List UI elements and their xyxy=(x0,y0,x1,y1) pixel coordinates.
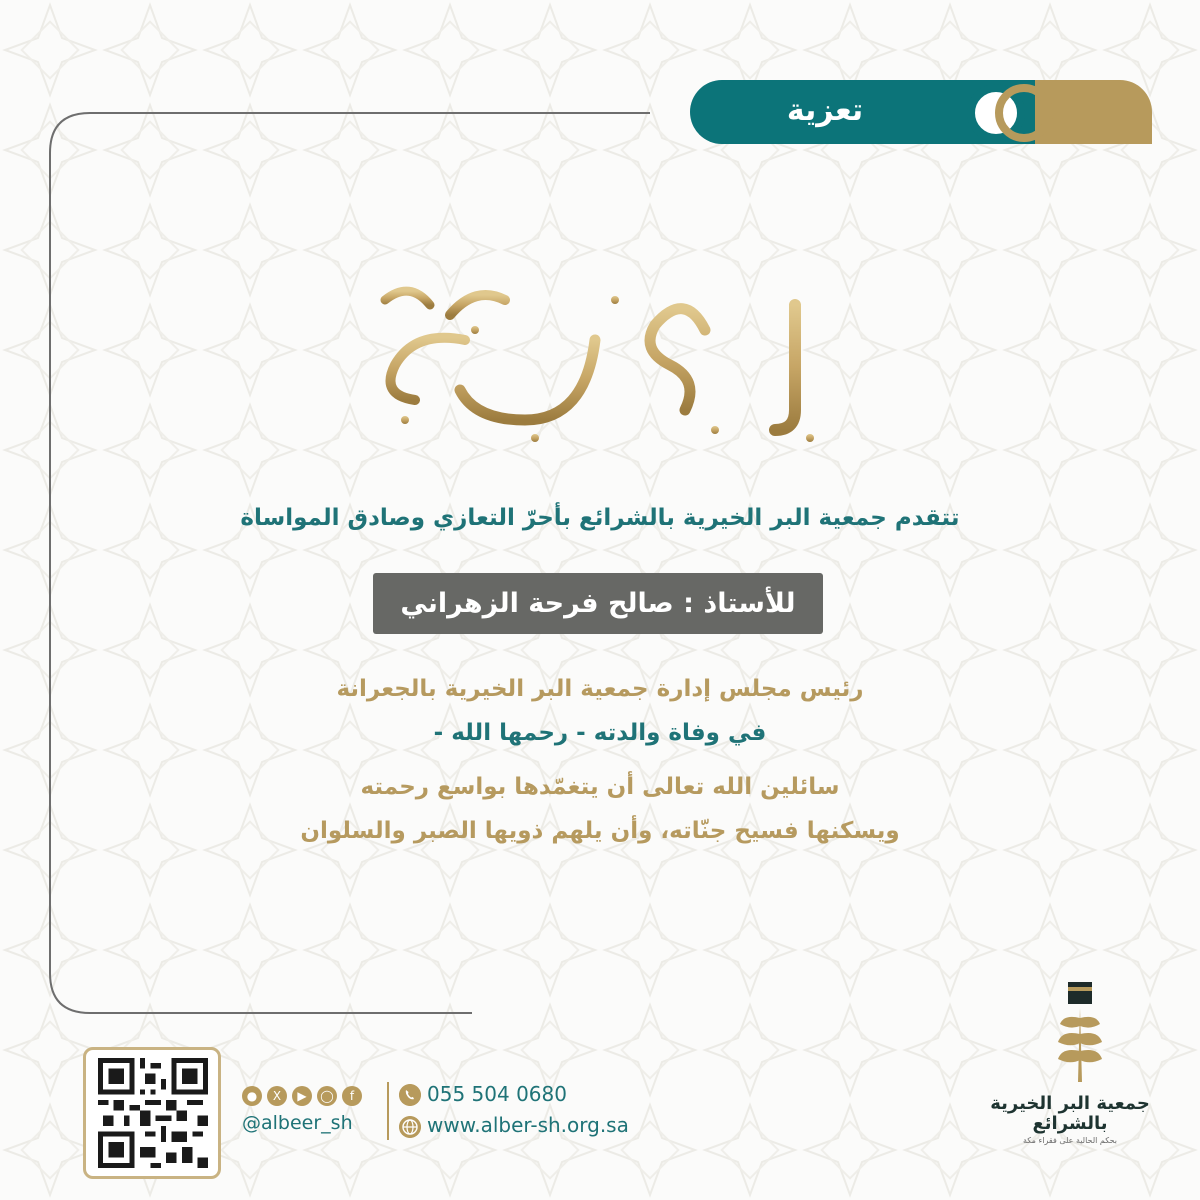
logo-name: جمعية البر الخيرية بالشرائع xyxy=(990,1093,1150,1134)
footer-divider xyxy=(387,1082,389,1140)
prayer-line-2: ويسكنها فسيح جنّاته، وأن يلهم ذويها الصبر والسلوان xyxy=(300,818,900,844)
recipient-box xyxy=(373,573,823,634)
instagram-icon[interactable]: ◯ xyxy=(317,1086,337,1106)
qr-code-icon xyxy=(98,1058,208,1168)
prayer-line-1: سائلين الله تعالى أن يتغمّدها بواسع رحمته xyxy=(360,774,840,800)
calligraphy-text: إنا لله وإنا إليه راجعون xyxy=(595,448,605,449)
globe-icon xyxy=(399,1116,421,1138)
recipient-role: رئيس مجلس إدارة جمعية البر الخيرية بالجعرانة xyxy=(336,676,864,702)
whatsapp-icon xyxy=(399,1084,421,1106)
recipient-name: للأستاذ : صالح فرحة الزهراني xyxy=(400,588,796,619)
snapchat-icon[interactable]: ● xyxy=(242,1086,262,1106)
facebook-icon[interactable]: f xyxy=(342,1086,362,1106)
social-handle[interactable]: @albeer_sh xyxy=(242,1112,353,1134)
phone-number[interactable]: 055 504 0680 xyxy=(427,1082,567,1106)
logo-tagline: بحكم الحالية على فقراء مكة xyxy=(1022,1136,1118,1145)
calligraphy-inna-lillah xyxy=(355,270,845,450)
header-badge xyxy=(690,78,1152,148)
x-icon[interactable]: X xyxy=(267,1086,287,1106)
page-title: تعزية xyxy=(786,93,864,128)
youtube-icon[interactable]: ▶ xyxy=(292,1086,312,1106)
charity-logo-icon xyxy=(1030,978,1130,1088)
condolence-intro: تتقدم جمعية البر الخيرية بالشرائع بأحرّ التعازي وصادق المواساة xyxy=(240,505,960,531)
website-link[interactable]: www.alber-sh.org.sa xyxy=(427,1113,629,1137)
occasion-text: في وفاة والدته - رحمها الله - xyxy=(433,720,767,746)
qr-code-frame[interactable] xyxy=(83,1047,221,1179)
rings-icon xyxy=(960,78,1060,148)
